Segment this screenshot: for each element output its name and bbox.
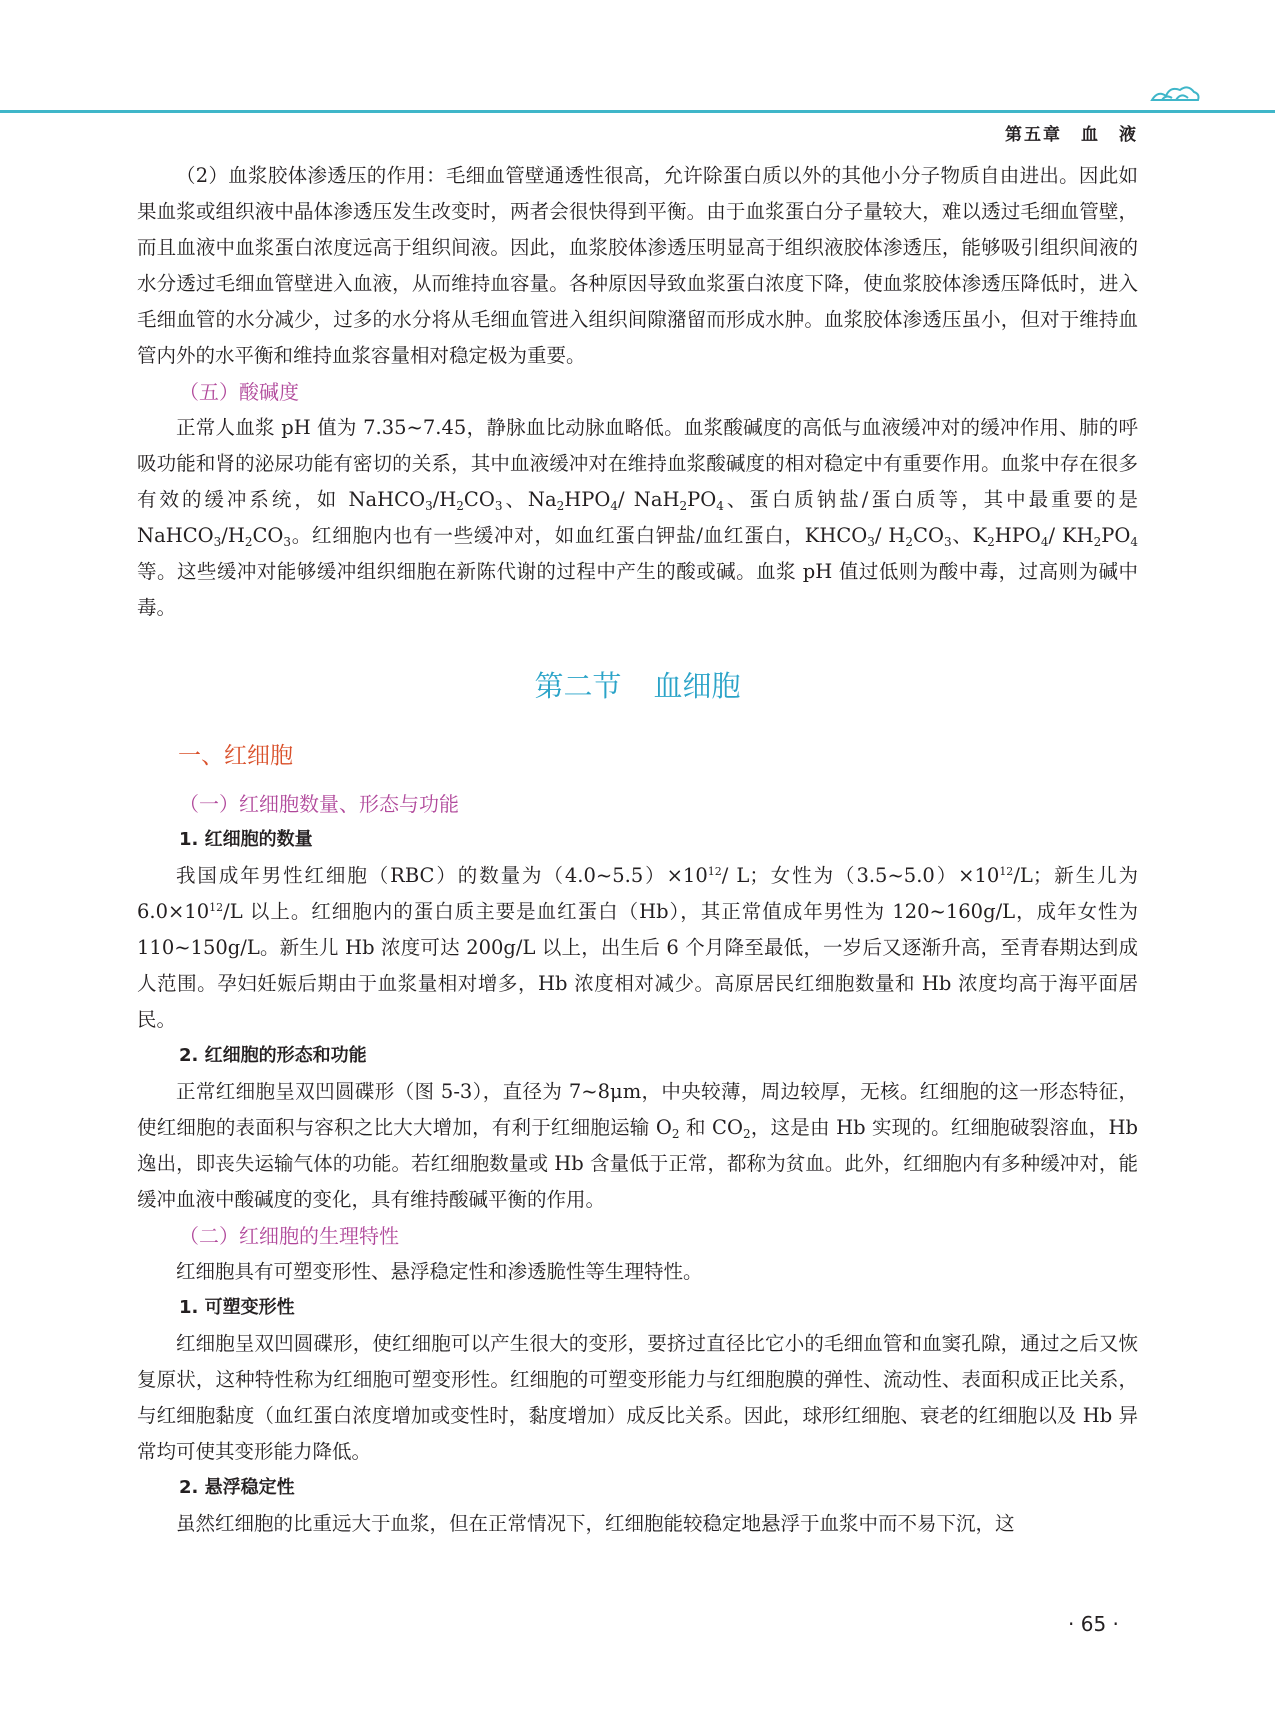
paragraph-rbc-count: 我国成年男性红细胞（RBC）的数量为$(4.0\sim 5.5)\times 10^{12}/$ L；女性为$(3.5\sim 5.0)\times 10^{12}/L$；新生儿为 $6.0\times 10^{12}/L$ 以上。红细胞内的蛋白质主要是血红蛋白（Hb），其正常值成年男性为 120~160g/L，成年女性为 110~150g/L。新生儿 Hb 浓度可达 200g/L 以上，出生后 6 个月降至最低，一岁后又逐渐升高，至青春期达到成人范围。孕妇妊娠后期由于血浆量相对增多，Hb 浓度相对减少。高原居民红细胞数量和 Hb 浓度均高于海平面居民。 (137, 864, 1138, 1031)
subheading-acidity: （五）酸碱度 (179, 380, 299, 404)
chapter-title: 第五章 血 液 (1005, 125, 1138, 145)
heading-rbc-shape: 2. 红细胞的形态和功能 (179, 1045, 367, 1066)
heading-rbc-count: 1. 红细胞的数量 (179, 829, 313, 850)
page-number: · 65 · (1068, 1612, 1119, 1636)
paragraph-deformability: 红细胞呈双凹圆碟形，使红细胞可以产生很大的变形，要挤过直径比它小的毛细血管和血窦孔隙，通过之后又恢复原状，这种特性称为红细胞可塑变形性。红细胞的可塑变形能力与红细胞膜的弹性、流动性、表面积成正比关系，与红细胞黏度（血红蛋白浓度增加或变性时，黏度增加）成反比关系。因此，球形红细胞、衰老的红细胞以及 Hb 异常均可使其变形能力降低。 (137, 1332, 1138, 1463)
section-number: 第二节 (534, 669, 622, 703)
page-body (137, 158, 1138, 1542)
heading-suspension-stability: 2. 悬浮稳定性 (179, 1477, 295, 1498)
subheading-count-shape-function: （一）红细胞数量、形态与功能 (179, 792, 459, 816)
heading-deformability: 1. 可塑变形性 (179, 1297, 295, 1318)
section-title (137, 666, 1138, 706)
paragraph-properties: 红细胞具有可塑变形性、悬浮稳定性和渗透脆性等生理特性。 (176, 1260, 703, 1283)
header-rule (0, 110, 1275, 113)
subheading-physiological-properties: （二）红细胞的生理特性 (179, 1224, 399, 1248)
paragraph-colloid-pressure: （2）血浆胶体渗透压的作用：毛细血管壁通透性很高，允许除蛋白质以外的其他小分子物质自由进出。因此如果血浆或组织液中晶体渗透压发生改变时，两者会很快得到平衡。由于血浆蛋白分子量较大，难以透过毛细血管壁，而且血液中血浆蛋白浓度远高于组织间液。因此，血浆胶体渗透压明显高于组织液胶体渗透压，能够吸引组织间液的水分透过毛细血管壁进入血液，从而维持血容量。各种原因导致血浆蛋白浓度下降，使血浆胶体渗透压降低时，进入毛细血管的水分减少，过多的水分将从毛细血管进入组织间隙潴留而形成水肿。血浆胶体渗透压虽小，但对于维持血管内外的水平衡和维持血浆容量相对稳定极为重要。 (137, 164, 1138, 367)
heading-red-blood-cells: 一、红细胞 (178, 743, 293, 769)
paragraph-rbc-shape: 正常红细胞呈双凹圆碟形（图 5-3），直径为 7~8μm，中央较薄，周边较厚，无核。红细胞的这一形态特征，使红细胞的表面积与容积之比大大增加，有利于红细胞运输 $O_2$ 和 $CO_2$，这是由 Hb 实现的。红细胞破裂溶血，Hb 逸出，即丧失运输气体的功能。若红细胞数量或 Hb 含量低于正常，都称为贫血。此外，红细胞内有多种缓冲对，能缓冲血液中酸碱度的变化，具有维持酸碱平衡的作用。 (137, 1080, 1138, 1211)
paragraph-suspension-stability: 虽然红细胞的比重远大于血浆，但在正常情况下，红细胞能较稳定地悬浮于血浆中而不易下沉，这 (176, 1512, 1015, 1535)
cloud-ornament-icon (1148, 76, 1202, 108)
paragraph-acidity: 正常人血浆 pH 值为 7.35~7.45，静脉血比动脉血略低。血浆酸碱度的高低与血液缓冲对的缓冲作用、肺的呼吸功能和肾的泌尿功能有密切的关系，其中血液缓冲对在维持血浆酸碱度的相对稳定中有重要作用。血浆中存在很多有效的缓冲系统，如 $NaHCO_3/H_2CO_3$、$Na_2HPO_4/$ $NaH_2PO_4$、蛋白质钠盐/蛋白质等，其中最重要的是 $NaHCO_3/H_2CO_3$。红细胞内也有一些缓冲对，如血红蛋白钾盐/血红蛋白，$KHCO_3/$ $H_2CO_3$、$K_2HPO_4/$ $KH_2PO_4$ 等。这些缓冲对能够缓冲组织细胞在新陈代谢的过程中产生的酸或碱。血浆 pH 值过低则为酸中毒，过高则为碱中毒。 (137, 416, 1138, 619)
section-name: 血细胞 (653, 669, 741, 703)
